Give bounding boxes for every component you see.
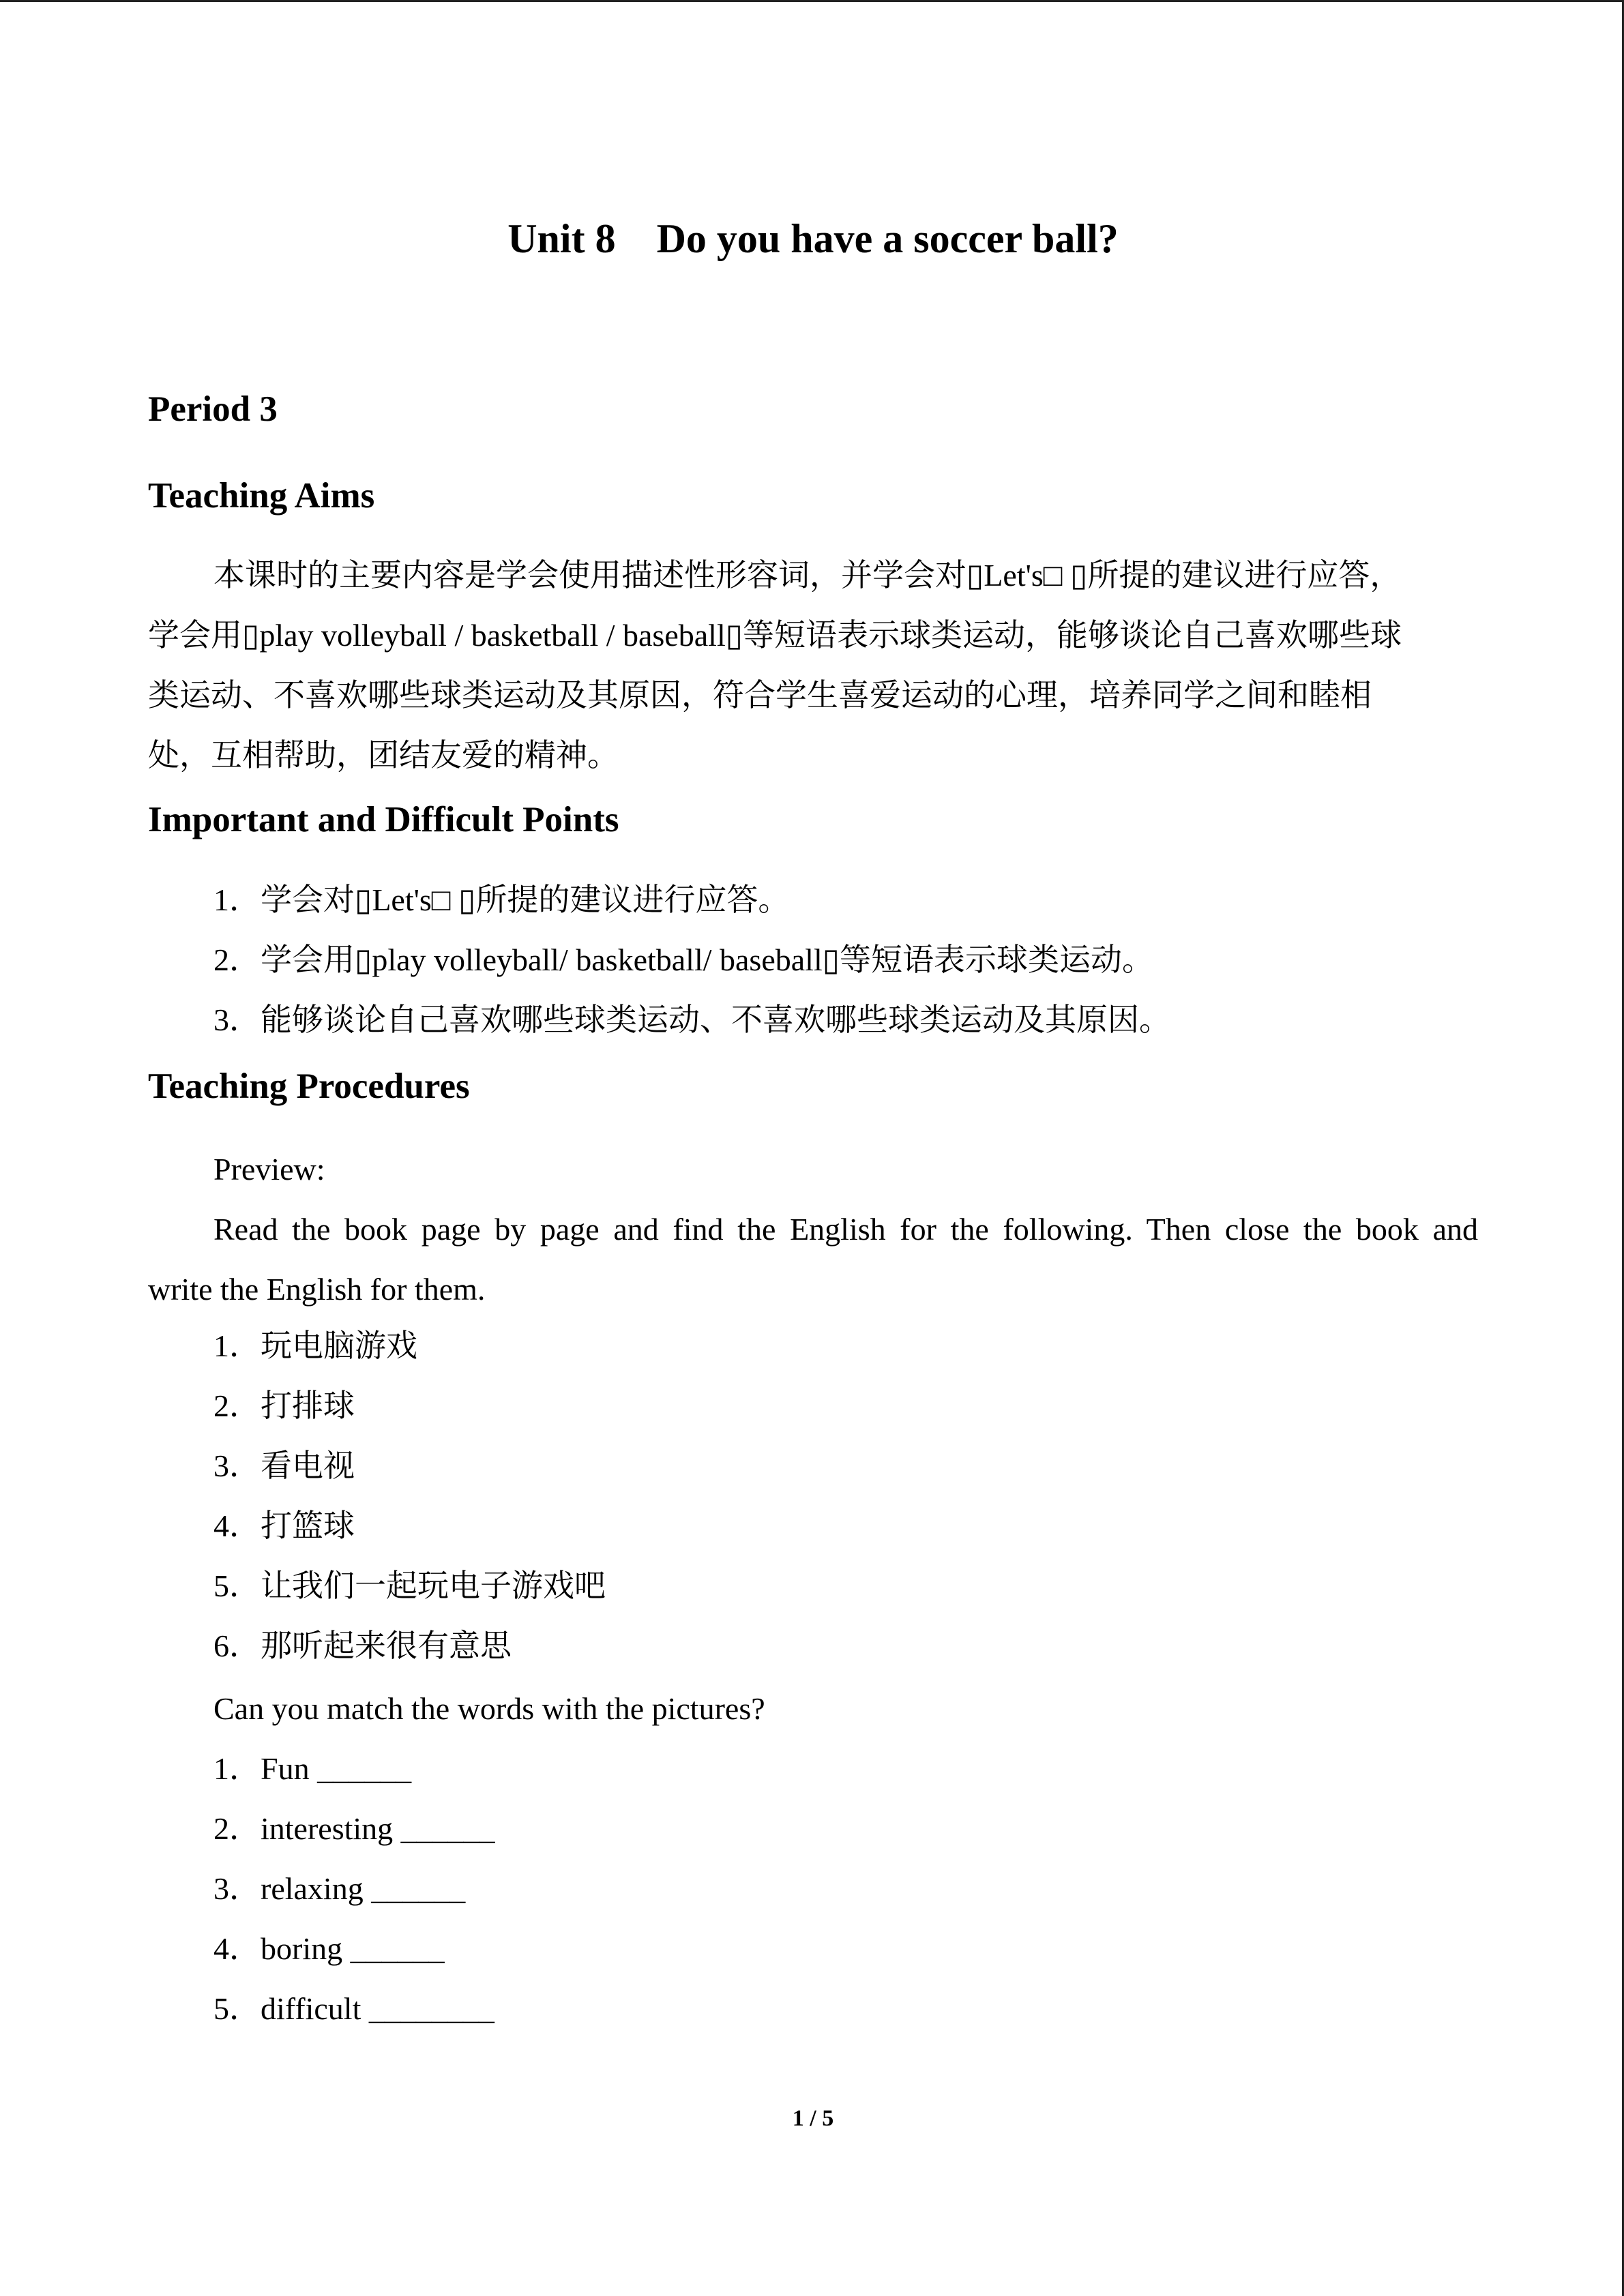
list-item: 2．interesting ______ <box>213 1811 495 1846</box>
phrase-list <box>213 1316 606 1676</box>
list-item: 1．学会对▯Let's□ ▯所提的建议进行应答。 <box>213 882 790 917</box>
period-heading: Period 3 <box>148 389 278 429</box>
important-points-list <box>213 870 1170 1050</box>
teaching-procedures-heading: Teaching Procedures <box>148 1067 470 1106</box>
match-question: Can you match the words with the pictures? <box>213 1691 765 1726</box>
match-list <box>213 1739 495 2039</box>
list-item: 2．打排球 <box>213 1388 355 1423</box>
preview-instruction <box>148 1199 1478 1320</box>
list-item: 4．打篮球 <box>213 1508 355 1543</box>
list-item: 2．学会用▯play volleyball/ basketball/ baseball▯等短语表示球类运动。 <box>213 942 1154 977</box>
teaching-aims-paragraph <box>148 546 1478 786</box>
list-item: 6．那听起来很有意思 <box>213 1628 512 1663</box>
list-item: 1．玩电脑游戏 <box>213 1328 417 1363</box>
list-item: 5．让我们一起玩电子游戏吧 <box>213 1568 606 1603</box>
teaching-aims-line: 处，互相帮助，团结友爱的精神。 <box>148 738 619 773</box>
instruction-line: write the English for them. <box>148 1272 486 1307</box>
preview-label: Preview: <box>213 1152 325 1187</box>
teaching-aims-heading: Teaching Aims <box>148 476 375 516</box>
list-item: 3．看电视 <box>213 1448 355 1483</box>
list-item: 5．difficult ________ <box>213 1991 494 2026</box>
teaching-aims-line: 类运动、不喜欢哪些球类运动及其原因，符合学生喜爱运动的心理，培养同学之间和睦相 <box>148 678 1372 713</box>
teaching-aims-line: 学会用▯play volleyball / basketball / baseball▯等短语表示球类运动，能够谈论自己喜欢哪些球 <box>148 618 1402 653</box>
list-item: 1．Fun ______ <box>213 1751 412 1786</box>
list-item: 3．能够谈论自己喜欢哪些球类运动、不喜欢哪些球类运动及其原因。 <box>213 1002 1170 1037</box>
list-item: 3．relaxing ______ <box>213 1871 466 1906</box>
teaching-aims-line: 本课时的主要内容是学会使用描述性形容词，并学会对▯Let's□ ▯所提的建议进行应答， <box>213 558 1402 593</box>
important-points-heading: Important and Difficult Points <box>148 800 619 839</box>
instruction-line: Read the book page by page and find the English for the following. Then close the book and <box>213 1212 1478 1247</box>
list-item: 4．boring ______ <box>213 1931 445 1966</box>
page-number: 1 / 5 <box>792 2106 834 2131</box>
document-title: Unit 8 Do you have a soccer ball? <box>507 216 1119 261</box>
page-top-border <box>0 0 1624 2</box>
